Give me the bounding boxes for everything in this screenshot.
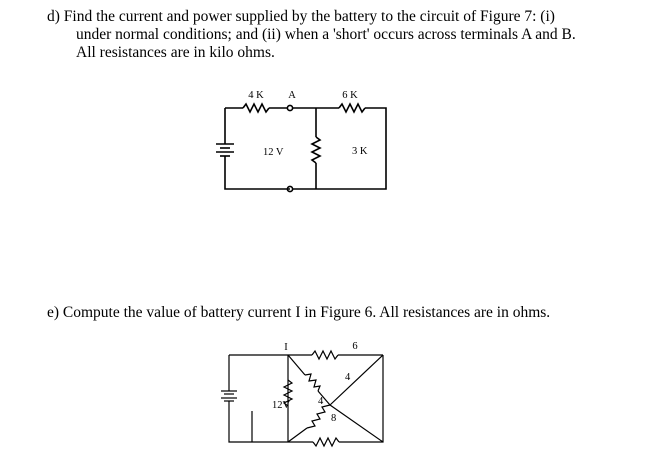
fig7-left-wire-bottom [225,156,290,189]
fig7-battery-icon [216,144,234,156]
question-d-line-3: All resistances are in kilo ohms. [76,44,275,61]
fig7-label-6k: 6 K [342,90,358,101]
fig7-label-12v: 12 V [263,147,284,158]
fig7-terminal-a [287,105,292,110]
fig7-resistor-3k [312,137,320,163]
question-e-line-1: e) Compute the value of battery current I in Figure 6. All resistances are in ohms. [47,304,551,321]
fig6-left-wire-bottom [229,401,252,442]
fig6-diagonal-top-left [288,355,305,375]
fig6-resistor-top-6 [312,351,338,359]
question-d-line-1: d) Find the current and power supplied by the battery to the circuit of Figure 7: (i) [47,8,555,25]
fig7-label-4k: 4 K [248,90,264,101]
fig6-label-4b: 4 [318,396,324,407]
fig6-label-8: 8 [331,413,337,424]
figure-7-circuit [216,90,386,192]
fig7-label-3k: 3 K [352,146,368,157]
fig6-diagonal-bottom-right [330,405,383,442]
fig6-label-12v: 12V [272,400,291,411]
fig6-label-i: I [284,342,288,353]
fig6-right-wire [339,355,383,442]
fig6-diagonal-bottom-left [288,428,307,442]
question-d-line-2: under normal conditions; and (ii) when a 'short' occurs across terminals A and B. [76,26,576,43]
fig6-label-4a: 4 [345,372,351,383]
fig6-resistor-diag-4a [305,374,320,391]
fig6-diagonal-top-right [330,355,383,405]
fig6-battery-icon [221,391,237,401]
fig7-resistor-6k [339,104,365,112]
fig7-right-wire [316,108,386,189]
fig7-resistor-4k [243,104,269,112]
fig6-inner-box [252,355,288,442]
figure-6-circuit [221,341,383,446]
fig6-resistor-8 [307,405,330,428]
fig7-label-a: A [288,90,296,101]
fig6-resistor-bottom [313,438,339,446]
fig6-label-6: 6 [352,341,358,352]
